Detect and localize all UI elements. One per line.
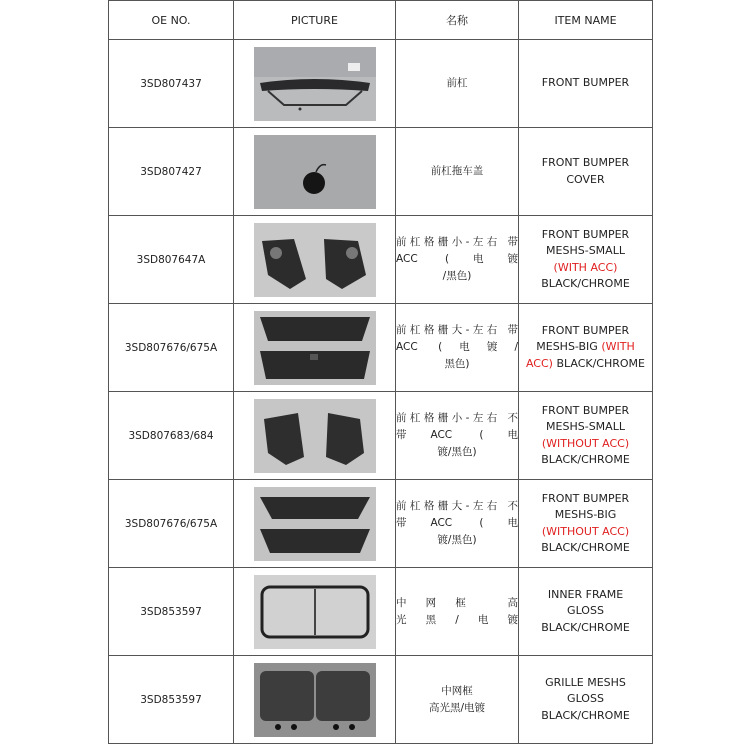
header-row bbox=[109, 1, 653, 40]
chinese-name-cell bbox=[396, 392, 519, 480]
parts-table bbox=[108, 0, 653, 744]
item-name-accent-line: (WITH ACC) bbox=[553, 260, 618, 274]
oe-number-cell: 3SD807437 bbox=[109, 40, 234, 128]
item-name-cell bbox=[519, 568, 653, 656]
header-oe-no: OE NO. bbox=[109, 1, 234, 40]
chinese-name-cell bbox=[396, 568, 519, 656]
chinese-name-line: 带ACC (电 bbox=[396, 429, 518, 441]
chinese-name-line: 中网框 bbox=[441, 684, 473, 697]
item-name-line: MESHS-SMALL bbox=[546, 420, 625, 433]
grille-meshes-photo bbox=[254, 663, 376, 737]
chinese-name-line: 前杠格栅大-左右 带 bbox=[396, 324, 518, 336]
item-name-accent-line: (WITHOUT ACC) bbox=[541, 436, 630, 450]
item-name-line: MESHS-BIG (WITH bbox=[536, 340, 635, 354]
picture-cell bbox=[234, 480, 396, 568]
small-meshes-with-acc-photo bbox=[254, 223, 376, 297]
header-cn-name: 名称 bbox=[396, 1, 519, 40]
picture-cell bbox=[234, 656, 396, 744]
item-name-line: FRONT BUMPER bbox=[541, 227, 630, 241]
picture-cell bbox=[234, 568, 396, 656]
chinese-name-line: 高光黑/电镀 bbox=[428, 701, 486, 714]
item-name-line: BLACK/CHROME bbox=[541, 708, 630, 722]
chinese-name-line: 前杠格栅大-左右 不 bbox=[396, 500, 518, 512]
header-picture: PICTURE bbox=[234, 1, 396, 40]
item-name-cell bbox=[519, 216, 653, 304]
item-name-line: COVER bbox=[566, 172, 605, 186]
item-name-cell bbox=[519, 128, 653, 216]
item-name-cell bbox=[519, 392, 653, 480]
item-name-line: GLOSS bbox=[567, 604, 604, 618]
table-row bbox=[109, 40, 653, 128]
item-name-line: ACC) BLACK/CHROME bbox=[525, 356, 646, 370]
item-name-line: GLOSS bbox=[567, 692, 604, 706]
front-bumper-photo bbox=[254, 47, 376, 121]
header-item-name: ITEM NAME bbox=[519, 1, 653, 40]
table-row bbox=[109, 128, 653, 216]
chinese-name-line: ACC (电镀 bbox=[396, 253, 518, 265]
item-name-line: MESHS-SMALL bbox=[546, 244, 625, 257]
big-meshes-without-acc-photo bbox=[254, 487, 376, 561]
item-name-line: FRONT BUMPER bbox=[541, 403, 630, 417]
item-name-line: MESHS-BIG bbox=[554, 508, 617, 521]
chinese-name-line: 前杠格栅小-左右 不 bbox=[396, 412, 518, 424]
small-meshes-without-acc-photo bbox=[254, 399, 376, 473]
item-name-accent: (WITH bbox=[601, 340, 635, 354]
table-row bbox=[109, 392, 653, 480]
table-row bbox=[109, 568, 653, 656]
bumper-cover-photo bbox=[254, 135, 376, 209]
item-name-line: BLACK/CHROME bbox=[541, 277, 630, 290]
item-name-accent-line: (WITHOUT ACC) bbox=[541, 524, 630, 538]
chinese-name-line: 光黑/电镀 bbox=[396, 613, 518, 626]
chinese-name-line: 黑色) bbox=[444, 358, 470, 370]
oe-number-cell: 3SD853597 bbox=[109, 656, 234, 744]
oe-number-cell: 3SD807427 bbox=[109, 128, 234, 216]
chinese-name-cell bbox=[396, 480, 519, 568]
chinese-name-line: 前杠 bbox=[446, 77, 468, 89]
chinese-name-line: 镀/黑色) bbox=[437, 534, 477, 546]
chinese-name-line: 带ACC (电 bbox=[396, 517, 518, 529]
item-name-line: BLACK/CHROME bbox=[541, 453, 630, 466]
item-name-cell bbox=[519, 304, 653, 392]
chinese-name-cell bbox=[396, 304, 519, 392]
chinese-name-cell bbox=[396, 128, 519, 216]
item-name-line: GRILLE MESHS bbox=[545, 675, 626, 689]
item-name-cell bbox=[519, 656, 653, 744]
chinese-name-cell bbox=[396, 656, 519, 744]
picture-cell bbox=[234, 392, 396, 480]
inner-frame-photo bbox=[254, 575, 376, 649]
oe-number-cell: 3SD807676/675A bbox=[109, 480, 234, 568]
item-name-line: FRONT BUMPER bbox=[541, 156, 630, 169]
table-row bbox=[109, 480, 653, 568]
item-name-line: FRONT BUMPER bbox=[541, 491, 630, 505]
item-name-line: FRONT BUMPER bbox=[541, 323, 630, 337]
table-row bbox=[109, 216, 653, 304]
chinese-name-line: ACC (电镀/ bbox=[396, 341, 518, 353]
oe-number-cell: 3SD853597 bbox=[109, 568, 234, 656]
picture-cell bbox=[234, 216, 396, 304]
item-name-cell bbox=[519, 480, 653, 568]
item-name-line: BLACK/CHROME bbox=[541, 620, 630, 634]
oe-number-cell: 3SD807676/675A bbox=[109, 304, 234, 392]
chinese-name-cell bbox=[396, 216, 519, 304]
oe-number-cell: 3SD807683/684 bbox=[109, 392, 234, 480]
chinese-name-line: /黑色) bbox=[442, 270, 472, 282]
item-name-cell bbox=[519, 40, 653, 128]
oe-number-cell: 3SD807647A bbox=[109, 216, 234, 304]
chinese-name-line: 前杠拖车盖 bbox=[430, 165, 484, 177]
chinese-name-line: 前杠格栅小-左右 带 bbox=[396, 236, 518, 248]
item-name-line: BLACK/CHROME bbox=[541, 541, 630, 554]
big-meshes-with-acc-photo bbox=[254, 311, 376, 385]
picture-cell bbox=[234, 128, 396, 216]
item-name-accent: ACC) bbox=[525, 356, 553, 370]
item-name-line: INNER FRAME bbox=[547, 587, 624, 601]
item-name-line: FRONT BUMPER bbox=[541, 76, 630, 90]
chinese-name-line: 镀/黑色) bbox=[437, 446, 477, 458]
chinese-name-line: 中网框 高 bbox=[396, 596, 518, 609]
table-row bbox=[109, 304, 653, 392]
table-row bbox=[109, 656, 653, 744]
chinese-name-cell bbox=[396, 40, 519, 128]
picture-cell bbox=[234, 40, 396, 128]
picture-cell bbox=[234, 304, 396, 392]
